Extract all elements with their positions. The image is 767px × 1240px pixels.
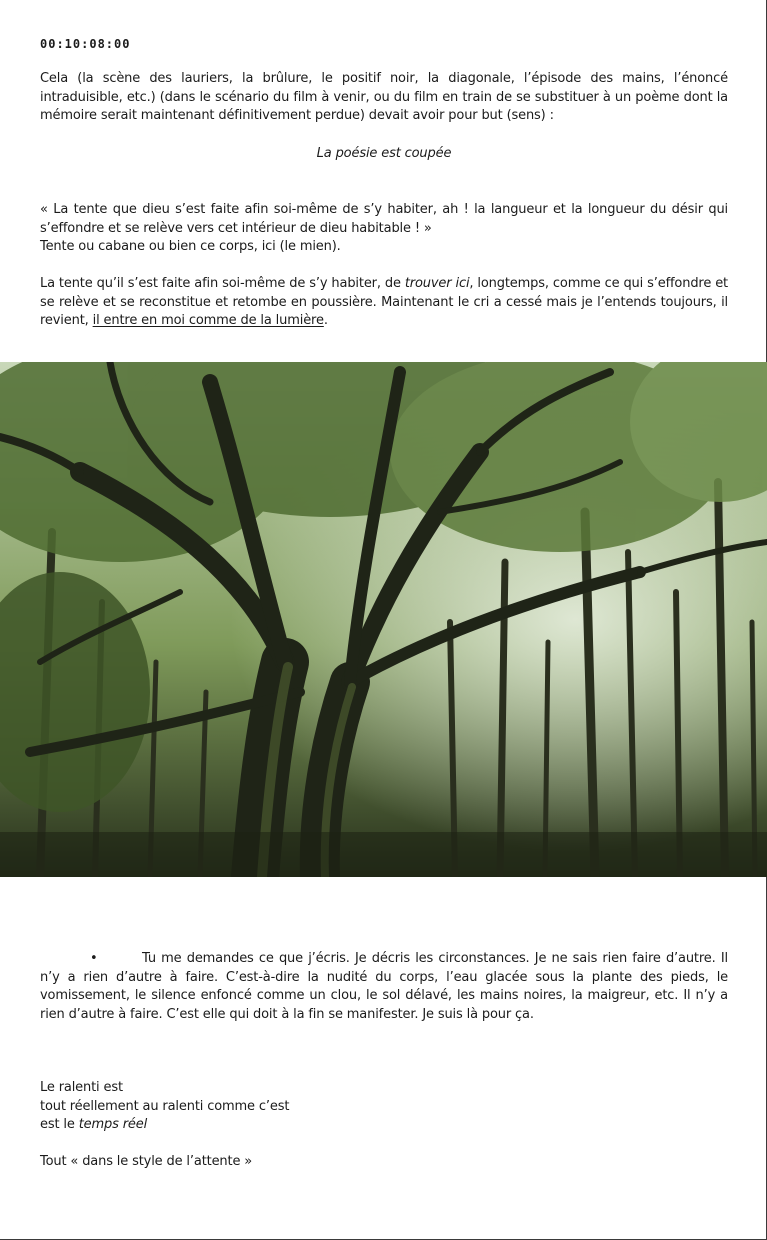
poem-line: tout réellement au ralenti comme c’est [40,1098,290,1114]
text-segment: . [323,313,328,329]
paragraph-tente [40,275,728,331]
quote-block [40,201,728,257]
poem-spacer [40,1135,289,1154]
bullet-mark: • [90,951,98,966]
text-segment: , longtemps, comme ce qui s’effondre et se relève et se reconstitue et retombe en poussière. Maintenant le cri a cessé mais je l’entends toujours, il revient, [40,276,728,329]
poem-line [40,1116,289,1135]
centered-line: La poésie est coupée [316,146,452,161]
timecode: 00:10:08:00 [40,37,131,51]
poem-block [40,1079,289,1172]
paragraph-bullet [40,950,728,1024]
ground-shadow [0,832,767,877]
underlined-phrase: il entre en moi comme de la lumière [92,313,324,329]
forest-illustration [0,362,767,877]
forest-tree-photo [0,362,767,877]
text-segment: La tente qu’il s’est faite afin soi-même de s’y habiter, de [40,276,405,291]
quote-text: « La tente que dieu s’est faite afin soi-même de s’y habiter, ah ! la langueur et la longueur du désir qui s’effondre et se relève vers cet intérieur de dieu habitable ! » [40,202,728,236]
text-segment: est le [40,1117,79,1133]
bullet-text: Tu me demandes ce que j’écris. Je décris les circonstances. Je ne sais rien faire d’autre. Il n’y a rien d’autre à faire. C’est-à-dire la nudité du corps, l’eau glacée sous la plante des pieds, le vomissement, le silence enfoncé comme un clou, le sol délavé, les mains noires, la maigreur, etc. Il n’y a rien d’autre à faire. C’est elle qui doit à la fin se manifester. Je suis là pour ça. [40,951,728,1022]
italic-phrase: temps réel [78,1117,148,1133]
poem-line: Le ralenti est [40,1080,123,1095]
poem-line: Tout « dans le style de l’attente » [40,1154,253,1170]
paragraph-intro: Cela (la scène des lauriers, la brûlure, le positif noir, la diagonale, l’épisode des mains, l’énoncé intraduisible, etc.) (dans le scénario du film à venir, ou du film en train de se substituer à un poème dont la mémoire serait maintenant définitivement perdue) devait avoir pour but (sens) : [40,71,728,124]
italic-phrase: trouver ici [404,276,470,291]
quote-line-tente: Tente ou cabane ou bien ce corps, ici (le mien). [40,239,341,255]
